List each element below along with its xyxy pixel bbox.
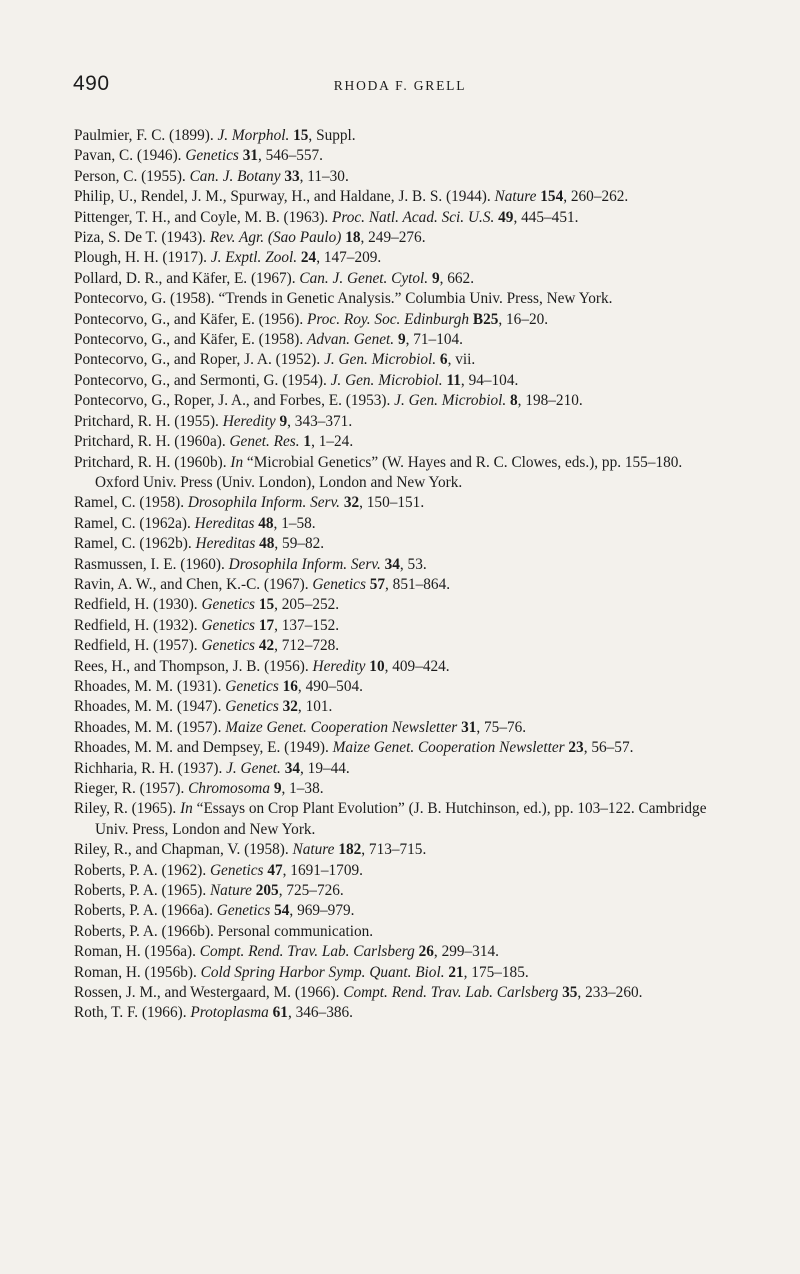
reference-journal: Maize Genet. Cooperation Newsletter [225, 718, 458, 736]
reference-entry [74, 371, 729, 391]
reference-entry [74, 718, 729, 738]
reference-entry [74, 208, 729, 228]
reference-text: Roberts, P. A. (1965). [74, 882, 210, 900]
reference-volume: 8 [510, 392, 518, 410]
reference-journal: Genetics [312, 575, 366, 593]
reference-volume: 34 [284, 759, 301, 777]
reference-entry [74, 922, 729, 942]
reference-entry [74, 677, 729, 697]
reference-text: Roth, T. F. (1966). [74, 1004, 191, 1022]
reference-volume: 47 [267, 861, 283, 879]
reference-text: Rasmussen, I. E. (1960). [74, 555, 229, 573]
reference-entry [74, 432, 729, 452]
reference-volume: B25 [472, 310, 499, 328]
reference-journal: In [230, 453, 244, 471]
reference-list [74, 126, 729, 1024]
reference-text: Roberts, P. A. (1962). [74, 861, 210, 879]
reference-entry [74, 248, 729, 268]
reference-text: Pritchard, R. H. (1960b). [74, 453, 231, 471]
reference-journal: Heredity [312, 657, 366, 675]
reference-entry [74, 453, 729, 494]
reference-entry [74, 412, 729, 432]
reference-journal: Maize Genet. Cooperation Newsletter [332, 739, 565, 757]
reference-text: Rossen, J. M., and Westergaard, M. (1966). [74, 984, 344, 1002]
reference-journal: Hereditas [195, 535, 256, 553]
reference-text: Redfield, H. (1932). [74, 616, 202, 634]
reference-volume: 15 [293, 127, 309, 144]
reference-volume: 26 [418, 943, 434, 961]
reference-volume: 9 [397, 331, 406, 349]
reference-entry [74, 330, 729, 350]
reference-text: Richharia, R. H. (1937). [74, 759, 227, 777]
reference-volume: 23 [568, 739, 584, 757]
reference-volume: 182 [338, 841, 362, 859]
reference-journal: J. Gen. Microbiol. [394, 392, 507, 410]
reference-entry [74, 534, 729, 554]
reference-entry [74, 269, 729, 289]
reference-text: , 205–252. [274, 596, 340, 614]
reference-journal: Compt. Rend. Trav. Lab. Carlsberg [199, 943, 415, 961]
reference-text: , 851–864. [385, 575, 451, 593]
reference-volume: 1 [303, 433, 312, 451]
reference-text: Ravin, A. W., and Chen, K.-C. (1967). [74, 575, 313, 593]
reference-text: , 59–82. [274, 535, 325, 553]
reference-volume: 15 [258, 596, 275, 614]
reference-text: , 150–151. [359, 494, 425, 512]
reference-volume: 34 [384, 555, 400, 573]
reference-entry [74, 942, 729, 962]
reference-text: Roberts, P. A. (1966a). [74, 902, 217, 920]
reference-entry [74, 514, 729, 534]
reference-journal: Genetics [201, 616, 255, 634]
reference-journal: Drosophila Inform. Serv. [228, 555, 381, 573]
reference-text: Pritchard, R. H. (1955). [74, 412, 223, 430]
reference-journal: Can. J. Botany [189, 167, 281, 185]
reference-text: , 343–371. [287, 412, 353, 430]
reference-volume: 31 [461, 718, 477, 736]
reference-volume: 9 [431, 269, 440, 287]
reference-entry [74, 350, 729, 370]
reference-volume: 16 [282, 677, 298, 695]
reference-entry [74, 126, 729, 146]
reference-volume: 11 [446, 371, 461, 389]
reference-volume: 57 [369, 575, 386, 593]
reference-text: , 346–386. [287, 1004, 353, 1022]
reference-journal: Cold Spring Harbor Symp. Quant. Biol. [200, 963, 445, 981]
reference-entry [74, 391, 729, 411]
reference-volume: 32 [282, 698, 298, 716]
reference-entry [74, 146, 729, 166]
reference-text: , 409–424. [384, 657, 450, 675]
reference-text: Pontecorvo, G., and Käfer, E. (1958). [74, 331, 308, 349]
reference-volume: 32 [343, 494, 360, 512]
reference-entry [74, 840, 729, 860]
reference-journal: Rev. Agr. (Sao Paulo) [209, 229, 342, 247]
reference-text: Rieger, R. (1957). [74, 780, 189, 797]
reference-text: , 137–152. [274, 616, 340, 634]
reference-volume: 9 [279, 412, 288, 430]
reference-journal: J. Genet. [226, 759, 281, 777]
reference-text: , 713–715. [361, 841, 427, 859]
reference-journal: Compt. Rend. Trav. Lab. Carlsberg [343, 984, 559, 1002]
reference-text: Pittenger, T. H., and Coyle, M. B. (1963). [74, 208, 332, 226]
reference-volume: 154 [540, 188, 564, 206]
reference-text: Pontecorvo, G., and Käfer, E. (1956). [74, 310, 308, 328]
reference-entry [74, 901, 729, 921]
reference-text: Pavan, C. (1946). [74, 147, 186, 165]
reference-entry [74, 187, 729, 207]
reference-text: , 75–76. [476, 718, 527, 736]
reference-text: Roman, H. (1956a). [74, 943, 200, 961]
reference-text: , 662. [439, 269, 475, 287]
reference-text: Pontecorvo, G., Roper, J. A., and Forbes, E. (1953). [74, 392, 395, 410]
reference-text: Ramel, C. (1962b). [74, 535, 196, 553]
reference-journal: Advan. Genet. [307, 331, 395, 349]
reference-text: , 16–20. [498, 310, 549, 328]
reference-journal: Chromosoma [188, 780, 270, 797]
reference-journal: Genetics [216, 902, 271, 920]
reference-text: , 249–276. [360, 229, 426, 247]
reference-journal: Proc. Natl. Acad. Sci. U.S. [332, 208, 495, 226]
reference-text: Pontecorvo, G., and Sermonti, G. (1954). [74, 371, 331, 389]
page-number: 490 [73, 72, 110, 95]
reference-text: Paulmier, F. C. (1899). [74, 127, 218, 144]
reference-text: , 147–209. [316, 249, 382, 267]
reference-text: Riley, R., and Chapman, V. (1958). [74, 841, 293, 859]
reference-text: , 175–185. [463, 963, 529, 981]
reference-volume: 42 [258, 637, 275, 655]
reference-text: , 1–38. [281, 780, 324, 797]
reference-text: , 445–451. [513, 208, 579, 226]
reference-journal: Hereditas [194, 514, 255, 532]
reference-entry [74, 799, 729, 840]
reference-entry [74, 738, 729, 758]
reference-entry [74, 228, 729, 248]
reference-text: , 1–24. [311, 433, 354, 451]
reference-volume: 205 [255, 882, 279, 900]
reference-journal: Nature [292, 841, 335, 859]
reference-entry [74, 697, 729, 717]
reference-text: , Suppl. [308, 127, 356, 144]
reference-volume: 17 [258, 616, 275, 634]
reference-volume: 21 [448, 963, 464, 981]
reference-entry [74, 759, 729, 779]
reference-text: Rhoades, M. M. (1931). [74, 677, 226, 695]
reference-text: , 1–58. [273, 514, 316, 532]
reference-text: Roberts, P. A. (1966b). Personal communication. [74, 922, 374, 940]
reference-journal: Genetics [225, 698, 279, 716]
reference-text: , 712–728. [274, 637, 340, 655]
reference-text: Philip, U., Rendel, J. M., Spurway, H., and Haldane, J. B. S. (1944). [74, 188, 495, 206]
reference-text: , 101. [297, 698, 333, 716]
reference-text: Redfield, H. (1930). [74, 596, 202, 614]
reference-text: , 53. [399, 555, 427, 573]
reference-journal: Can. J. Genet. Cytol. [299, 269, 429, 287]
reference-entry [74, 555, 729, 575]
reference-journal: Heredity [222, 412, 276, 430]
reference-journal: Drosophila Inform. Serv. [187, 494, 340, 512]
reference-journal: J. Morphol. [217, 127, 290, 144]
reference-text: , 71–104. [405, 331, 463, 349]
reference-volume: 54 [274, 902, 290, 920]
reference-text: , vii. [447, 351, 476, 369]
reference-entry [74, 861, 729, 881]
reference-entry [74, 881, 729, 901]
reference-journal: Genet. Res. [229, 433, 300, 451]
reference-entry [74, 963, 729, 983]
reference-text: Rees, H., and Thompson, J. B. (1956). [74, 657, 313, 675]
reference-entry [74, 595, 729, 615]
reference-text: Pontecorvo, G., and Roper, J. A. (1952). [74, 351, 325, 369]
reference-volume: 6 [439, 351, 448, 369]
reference-journal: J. Exptl. Zool. [210, 249, 298, 267]
reference-text: , 299–314. [433, 943, 499, 961]
reference-journal: Genetics [225, 677, 279, 695]
reference-text: , 1691–1709. [282, 861, 363, 879]
reference-text: “Essays on Crop Plant Evolution” (J. B. Hutchinson, ed.), pp. 103–122. Cambridge Univ. Press, London and New York. [95, 800, 707, 838]
reference-entry [74, 779, 729, 799]
reference-journal: J. Gen. Microbiol. [330, 371, 443, 389]
reference-journal: In [180, 800, 193, 818]
reference-text: Pontecorvo, G. (1958). “Trends in Genetic Analysis.” Columbia Univ. Press, New York. [74, 290, 613, 308]
reference-journal: Nature [494, 188, 537, 206]
reference-journal: Genetics [201, 637, 255, 655]
reference-journal: Genetics [185, 147, 239, 165]
reference-volume: 18 [345, 229, 361, 247]
reference-text: Piza, S. De T. (1943). [74, 229, 210, 247]
reference-volume: 61 [272, 1004, 288, 1022]
reference-text: , 19–44. [300, 759, 350, 777]
running-head: RHODA F. GRELL [333, 78, 467, 93]
reference-text: Riley, R. (1965). [74, 800, 181, 818]
reference-entry [74, 167, 729, 187]
reference-journal: Genetics [209, 861, 264, 879]
reference-journal: J. Gen. Microbiol. [324, 351, 437, 369]
reference-text: Plough, H. H. (1917). [74, 249, 211, 267]
reference-text: , 94–104. [460, 371, 519, 389]
reference-text: Ramel, C. (1958). [74, 494, 188, 512]
reference-journal: Genetics [201, 596, 255, 614]
reference-text: , 490–504. [297, 677, 363, 695]
reference-volume: 33 [284, 167, 300, 185]
reference-entry [74, 616, 729, 636]
reference-volume: 35 [562, 984, 578, 1002]
reference-entry [74, 310, 729, 330]
reference-volume: 10 [369, 657, 385, 675]
reference-text: Rhoades, M. M. (1947). [74, 698, 226, 716]
reference-text: Roman, H. (1956b). [74, 963, 201, 981]
reference-text: , 260–262. [563, 188, 629, 206]
reference-volume: 31 [242, 147, 258, 165]
reference-text: , 56–57. [583, 739, 634, 757]
reference-entry [74, 983, 729, 1003]
reference-text: , 725–726. [278, 882, 344, 900]
reference-volume: 9 [273, 780, 282, 797]
reference-text: Pollard, D. R., and Käfer, E. (1967). [74, 269, 300, 287]
reference-text: , 969–979. [289, 902, 355, 920]
reference-journal: Proc. Roy. Soc. Edinburgh [307, 310, 470, 328]
reference-volume: 48 [258, 514, 274, 532]
reference-text: Redfield, H. (1957). [74, 637, 202, 655]
reference-text: “Microbial Genetics” (W. Hayes and R. C. Clowes, eds.), pp. 155–180. Oxford Univ. Press (Univ. London), London and New York. [95, 453, 683, 491]
reference-entry [74, 289, 729, 309]
reference-text: , 11–30. [299, 167, 349, 185]
reference-text: Person, C. (1955). [74, 167, 190, 185]
reference-volume: 24 [300, 249, 317, 267]
reference-text: , 233–260. [577, 984, 643, 1002]
reference-volume: 49 [498, 208, 514, 226]
reference-journal: Protoplasma [190, 1004, 269, 1022]
reference-entry [74, 657, 729, 677]
reference-text: , 546–557. [257, 147, 323, 165]
reference-volume: 48 [259, 535, 275, 553]
reference-entry [74, 493, 729, 513]
reference-entry [74, 1003, 729, 1023]
reference-text: Ramel, C. (1962a). [74, 514, 195, 532]
reference-entry [74, 636, 729, 656]
reference-text: , 198–210. [517, 392, 583, 410]
reference-journal: Nature [209, 882, 252, 900]
reference-text: Rhoades, M. M. (1957). [74, 718, 226, 736]
reference-text: Rhoades, M. M. and Dempsey, E. (1949). [74, 739, 333, 757]
reference-text: Pritchard, R. H. (1960a). [74, 433, 230, 451]
reference-entry [74, 575, 729, 595]
